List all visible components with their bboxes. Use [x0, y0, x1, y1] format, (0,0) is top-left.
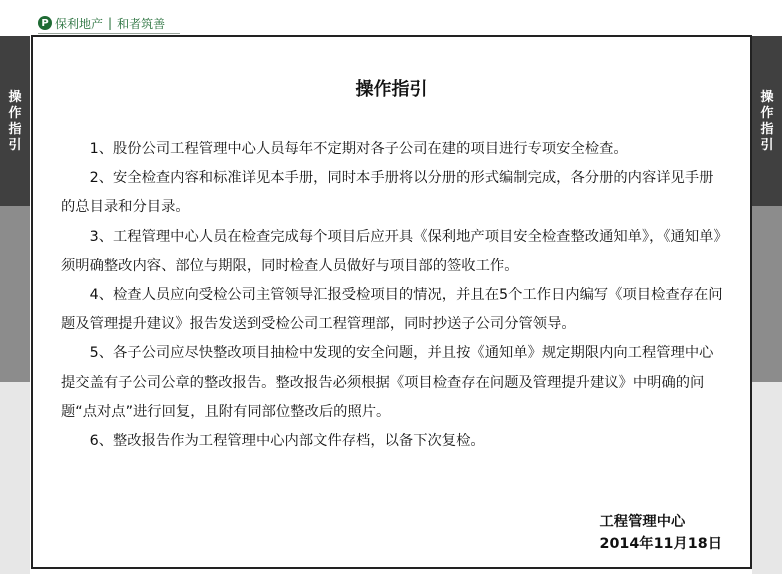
side-band-light [0, 382, 30, 574]
side-tab-left [0, 36, 30, 574]
paragraph: 3、工程管理中心人员在检查完成每个项目后应开具《保利地产项目安全检查整改通知单》，《通知单》须明确整改内容、部位与期限，同时检查人员做好与项目部的签收工作。 [61, 228, 721, 274]
side-band-mid [752, 206, 782, 382]
side-band-light [752, 382, 782, 574]
paragraph: 2、安全检查内容和标准详见本手册，同时本手册将以分册的形式编制完成，各分册的内容详见手册的总目录和分目录。 [61, 170, 714, 216]
brand-separator: | [108, 16, 113, 30]
paragraph: 5、各子公司应尽快整改项目抽检中发现的安全问题，并且按《通知单》规定期限内向工程管理中心提交盖有子公司公章的整改报告。整改报告必须根据《项目检查存在问题及管理提升建议》中明确的问题“点对点”进行回复，且附有同部位整改后的照片。 [61, 345, 714, 420]
paragraph: 1、股份公司工程管理中心人员每年不定期对各子公司在建的项目进行专项安全检查。 [89, 141, 628, 157]
document-title: 操作指引 [355, 79, 428, 100]
brand-slogan: 和者筑善 [117, 16, 166, 31]
paragraph: 4、检查人员应向受检公司主管领导汇报受检项目的情况，并且在5个工作日内编写《项目检查存在问题及管理提升建议》报告发送到受检公司工程管理部，同时抄送子公司分管领导。 [61, 287, 723, 333]
paragraph: 6、整改报告作为工程管理中心内部文件存档，以备下次复检。 [89, 433, 485, 450]
document-frame [31, 35, 752, 569]
poly-logo-icon: P [38, 16, 52, 30]
brand-sub: 地产 [79, 16, 104, 31]
side-tab-label: 操作指引 [8, 90, 22, 153]
document-body [61, 135, 725, 456]
brand-underline [38, 33, 180, 34]
side-tab-label: 操作指引 [760, 90, 774, 153]
signature-date: 2014年11月18日 [599, 536, 722, 552]
signature-block [600, 511, 722, 555]
side-tab-right [752, 36, 782, 574]
brand-header [38, 12, 165, 34]
signature-org: 工程管理中心 [599, 514, 686, 530]
brand-name: 保利 [55, 16, 80, 31]
side-band-mid [0, 206, 30, 382]
